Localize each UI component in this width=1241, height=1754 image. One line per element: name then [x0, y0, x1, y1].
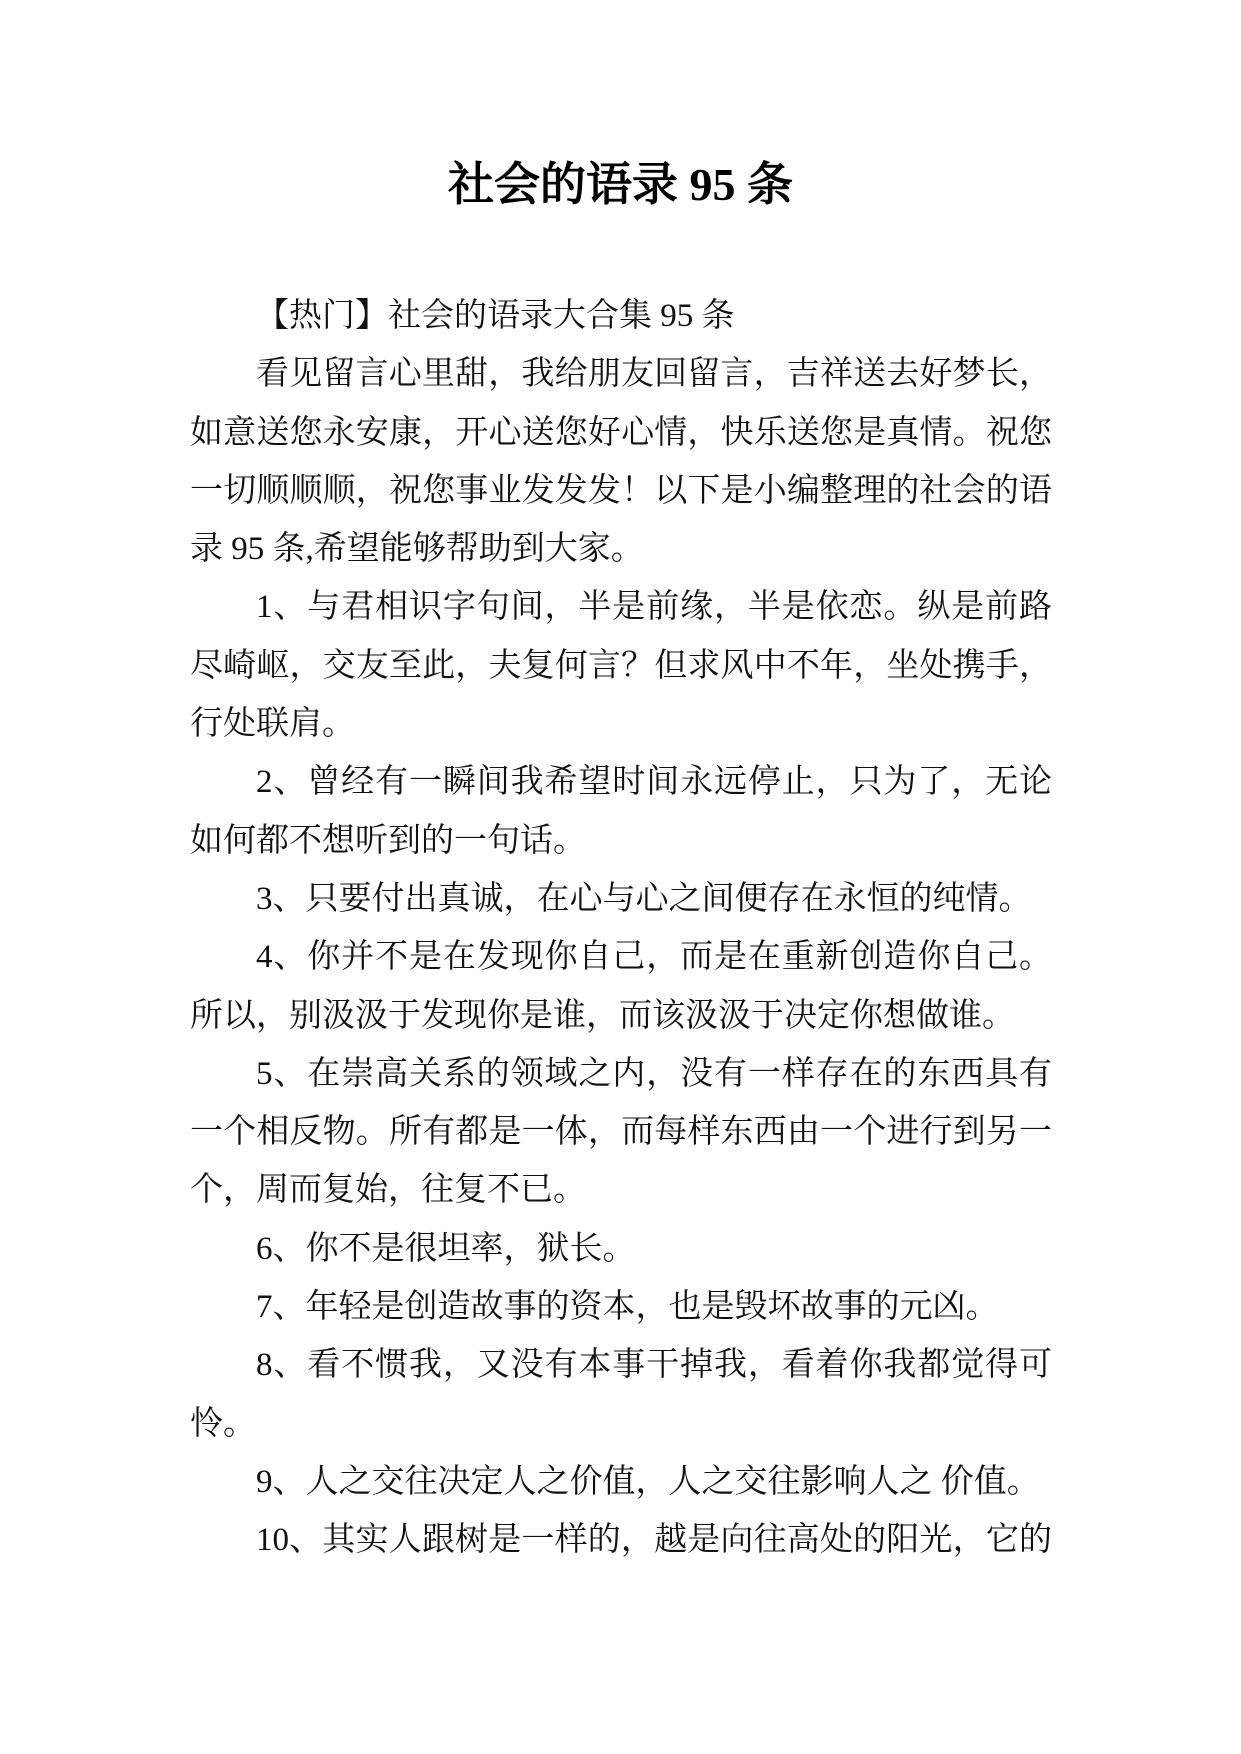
paragraph-line: 9、人之交往决定人之价值，人之交往影响人之 价值。: [256, 1463, 1040, 1500]
paragraph-line: 7、年轻是创造故事的资本，也是毁坏故事的元凶。: [256, 1289, 999, 1326]
paragraph: [190, 1220, 1052, 1278]
paragraph-line: 2、曾经有一瞬间我希望时间永远停止，只为了，无论: [256, 764, 1052, 801]
paragraph: [190, 578, 1052, 753]
paragraph: [190, 287, 1052, 345]
paragraph-line: 1、与君相识字句间，半是前缘，半是依恋。纵是前路: [256, 589, 1052, 626]
paragraph: [190, 1453, 1052, 1511]
paragraph: [190, 1278, 1052, 1336]
paragraph-line: 怜。: [190, 1405, 256, 1442]
document-title: 社会的语录 95 条: [448, 159, 793, 210]
paragraph-line: 5、在崇高关系的领域之内，没有一样存在的东西具有: [256, 1055, 1052, 1092]
paragraph-line: 【热门】社会的语录大合集 95 条: [256, 298, 735, 334]
document-body: [190, 287, 1052, 1570]
paragraph: [190, 928, 1052, 1045]
paragraph-line: 3、只要付出真诚，在心与心之间便存在永恒的纯情。: [256, 880, 1032, 917]
paragraph: [190, 1045, 1052, 1220]
paragraph-line: 行处联肩。: [190, 706, 355, 743]
paragraph-line: 尽崎岖，交友至此，夫复何言？但求风中不年，坐处携手，: [190, 647, 1052, 684]
paragraph: [190, 345, 1052, 578]
paragraph-line: 6、你不是很坦率，狱长。: [256, 1230, 636, 1267]
paragraph-line: 看见留言心里甜，我给朋友回留言，吉祥送去好梦长，: [256, 356, 1052, 393]
paragraph-line: 8、看不惯我，又没有本事干掉我，看着你我都觉得可: [256, 1347, 1052, 1384]
paragraph: [190, 1511, 1052, 1569]
paragraph: [190, 753, 1052, 870]
paragraph-line: 一个相反物。所有都是一体，而每样东西由一个进行到另一: [190, 1114, 1052, 1151]
paragraph-line: 个，周而复始，往复不已。: [190, 1172, 586, 1209]
paragraph-line: 录 95 条,希望能够帮助到大家。: [190, 531, 644, 568]
paragraph-line: 如何都不想听到的一句话。: [190, 822, 586, 859]
paragraph-line: 所以，别汲汲于发现你是谁，而该汲汲于决定你想做谁。: [190, 997, 1015, 1034]
paragraph-line: 10、其实人跟树是一样的，越是向往高处的阳光，它的: [256, 1522, 1052, 1559]
paragraph-line: 如意送您永安康，开心送您好心情，快乐送您是真情。祝您: [190, 414, 1052, 451]
paragraph-line: 一切顺顺顺，祝您事业发发发！以下是小编整理的社会的语: [190, 472, 1052, 509]
paragraph-line: 4、你并不是在发现你自己，而是在重新创造你自己。: [256, 939, 1052, 976]
paragraph: [190, 1336, 1052, 1453]
paragraph: [190, 870, 1052, 928]
